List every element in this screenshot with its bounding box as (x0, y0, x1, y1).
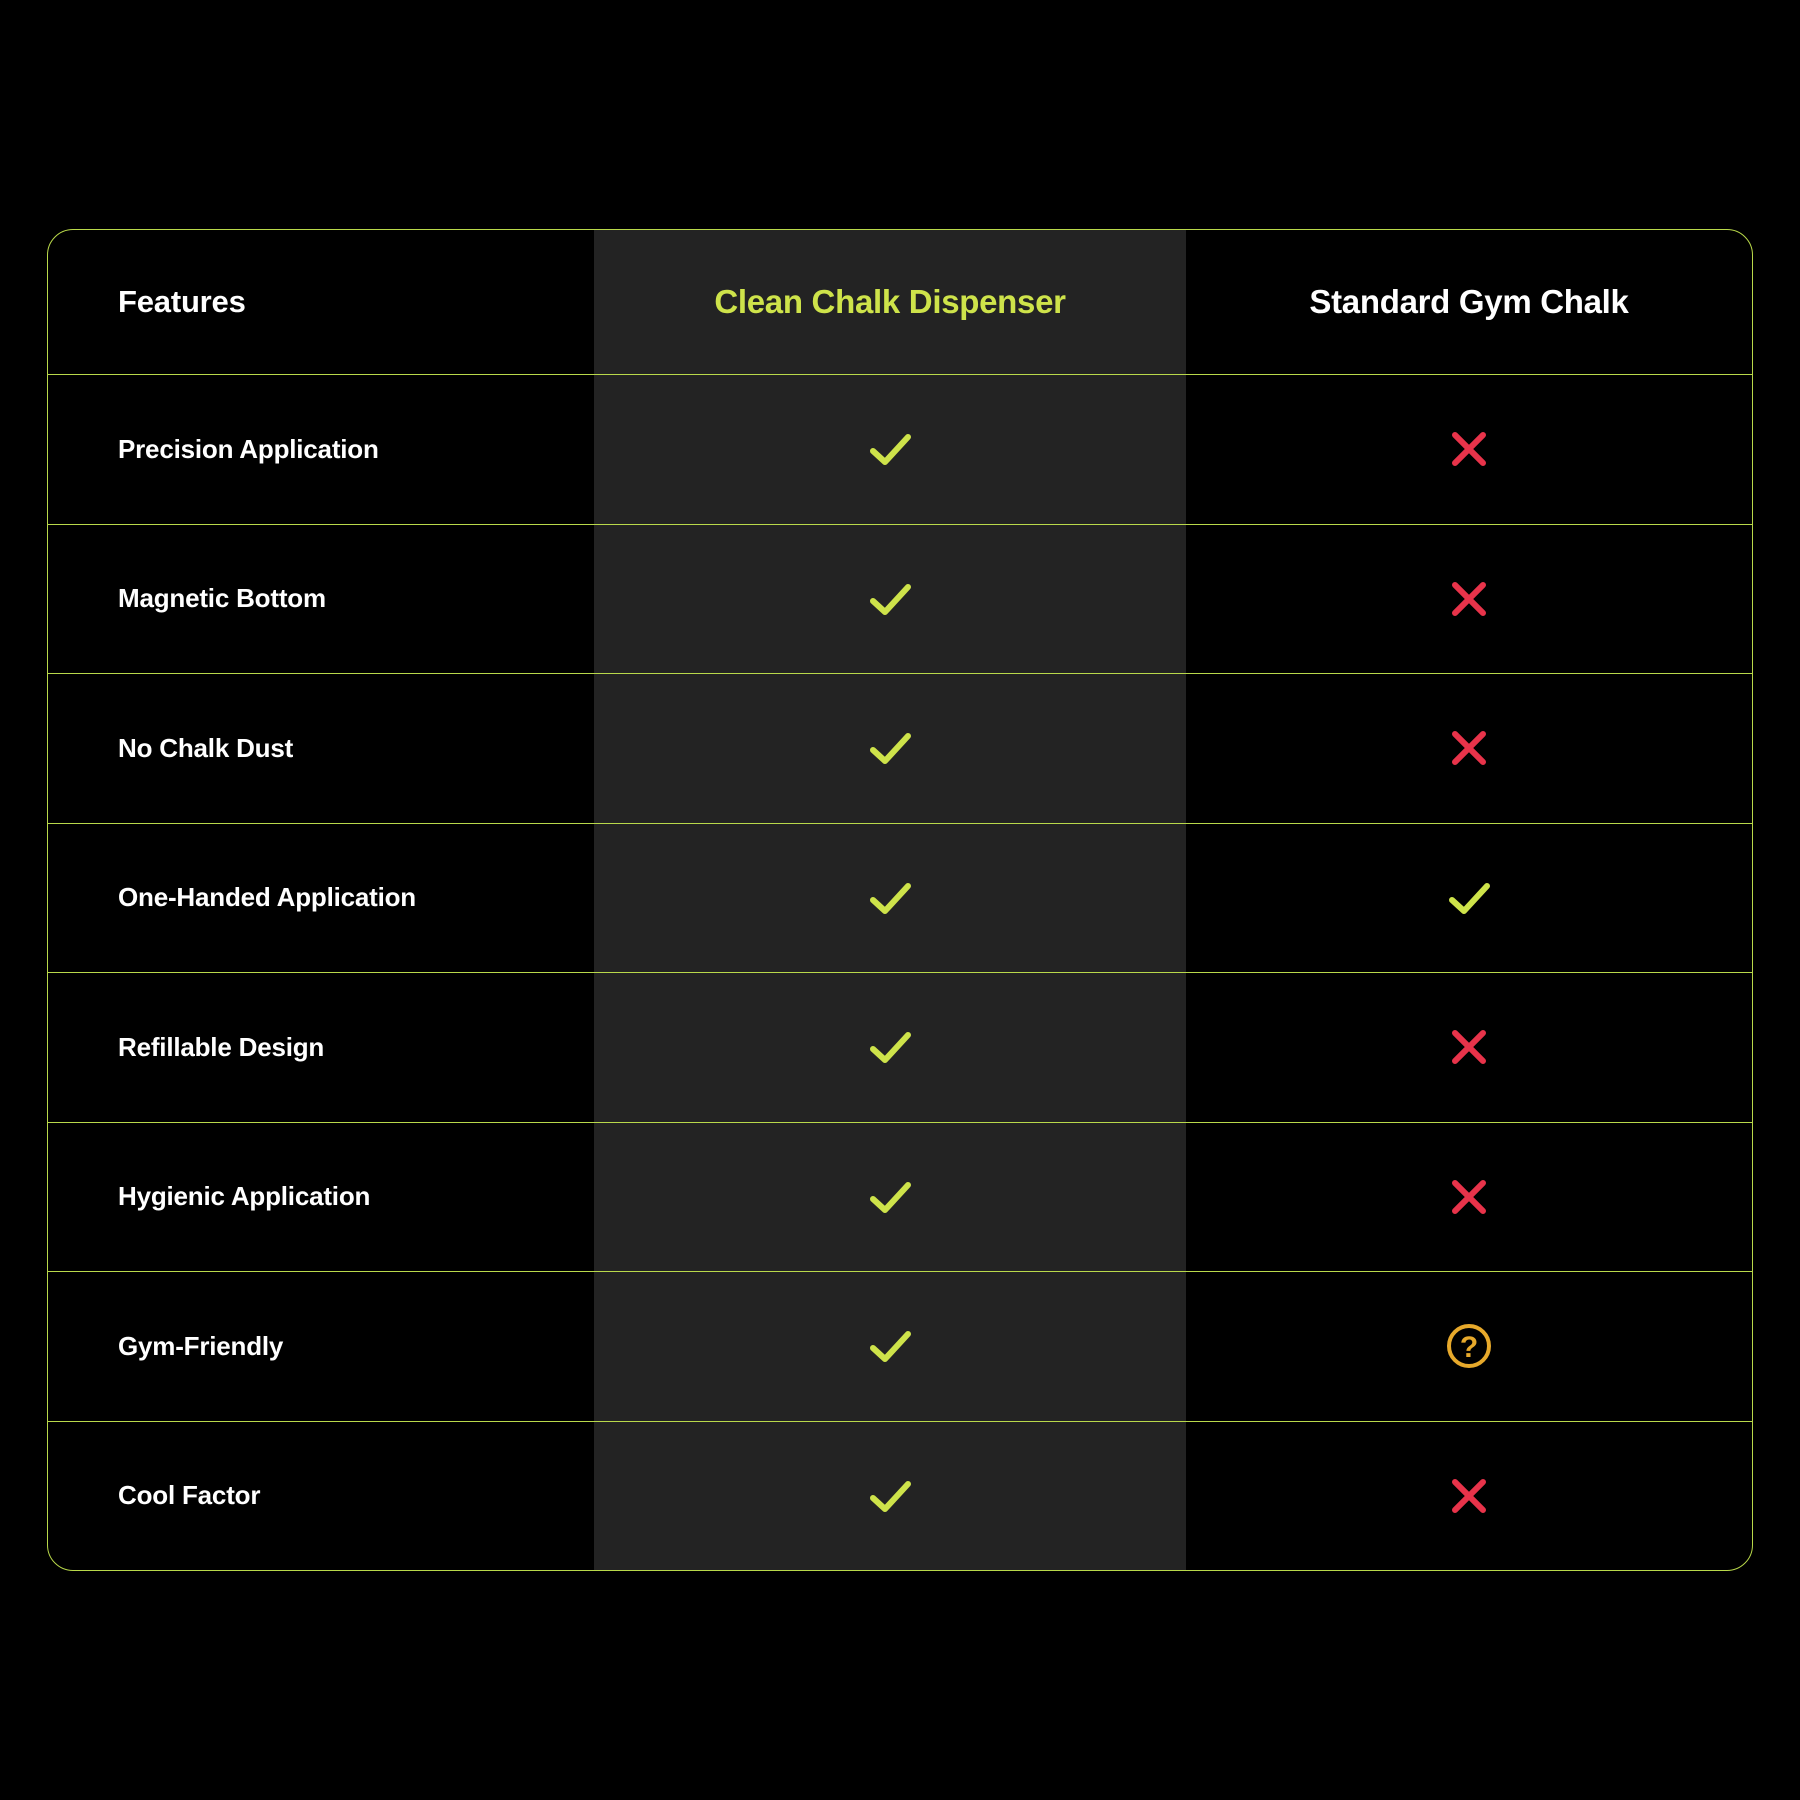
feature-label: Hygienic Application (118, 1181, 371, 1212)
question-icon (1442, 1319, 1496, 1373)
cross-icon (1442, 1170, 1496, 1224)
header-label-features: Features (118, 284, 246, 319)
cross-icon (1442, 422, 1496, 476)
header-label-standard: Standard Gym Chalk (1309, 283, 1629, 320)
header-label-product: Clean Chalk Dispenser (714, 283, 1066, 320)
check-icon (863, 422, 917, 476)
product-value-cell (594, 973, 1186, 1122)
check-icon (863, 572, 917, 626)
check-icon (1442, 871, 1496, 925)
table-grid (48, 230, 1752, 1570)
feature-label: Gym-Friendly (118, 1330, 284, 1361)
table-header-row (48, 230, 1752, 375)
feature-label: Cool Factor (118, 1480, 261, 1511)
check-icon (863, 871, 917, 925)
standard-value-cell (1186, 674, 1752, 823)
product-value-cell (594, 1123, 1186, 1272)
header-cell-standard (1186, 230, 1752, 374)
table-row (48, 973, 1752, 1123)
cross-icon (1442, 572, 1496, 626)
feature-cell (48, 1422, 594, 1571)
feature-cell (48, 674, 594, 823)
check-icon (863, 1020, 917, 1074)
feature-cell (48, 525, 594, 674)
feature-cell (48, 824, 594, 973)
product-value-cell (594, 375, 1186, 524)
product-value-cell (594, 824, 1186, 973)
check-icon (863, 1170, 917, 1224)
feature-label: No Chalk Dust (118, 732, 294, 763)
table-row (48, 824, 1752, 974)
check-icon (863, 1469, 917, 1523)
feature-cell (48, 1272, 594, 1421)
cross-icon (1442, 1020, 1496, 1074)
product-value-cell (594, 525, 1186, 674)
cross-icon (1442, 721, 1496, 775)
table-row (48, 674, 1752, 824)
feature-label: Refillable Design (118, 1031, 325, 1062)
check-icon (863, 1319, 917, 1373)
cross-icon (1442, 1469, 1496, 1523)
svg-text:?: ? (1459, 1331, 1479, 1365)
header-cell-features (48, 230, 594, 374)
product-value-cell (594, 1422, 1186, 1571)
standard-value-cell (1186, 375, 1752, 524)
feature-label: One-Handed Application (118, 882, 416, 913)
table-row (48, 1272, 1752, 1422)
check-icon (863, 721, 917, 775)
feature-cell (48, 375, 594, 524)
standard-value-cell (1186, 1123, 1752, 1272)
header-cell-product (594, 230, 1186, 374)
standard-value-cell (1186, 1422, 1752, 1571)
feature-comparison-table (47, 229, 1753, 1571)
product-value-cell (594, 674, 1186, 823)
feature-label: Precision Application (118, 433, 379, 464)
feature-cell (48, 1123, 594, 1272)
table-row (48, 1422, 1752, 1571)
standard-value-cell (1186, 973, 1752, 1122)
feature-cell (48, 973, 594, 1122)
standard-value-cell (1186, 525, 1752, 674)
standard-value-cell (1186, 824, 1752, 973)
standard-value-cell (1186, 1272, 1752, 1421)
feature-label: Magnetic Bottom (118, 583, 326, 614)
table-row (48, 1123, 1752, 1273)
product-value-cell (594, 1272, 1186, 1421)
table-row (48, 375, 1752, 525)
table-row (48, 525, 1752, 675)
